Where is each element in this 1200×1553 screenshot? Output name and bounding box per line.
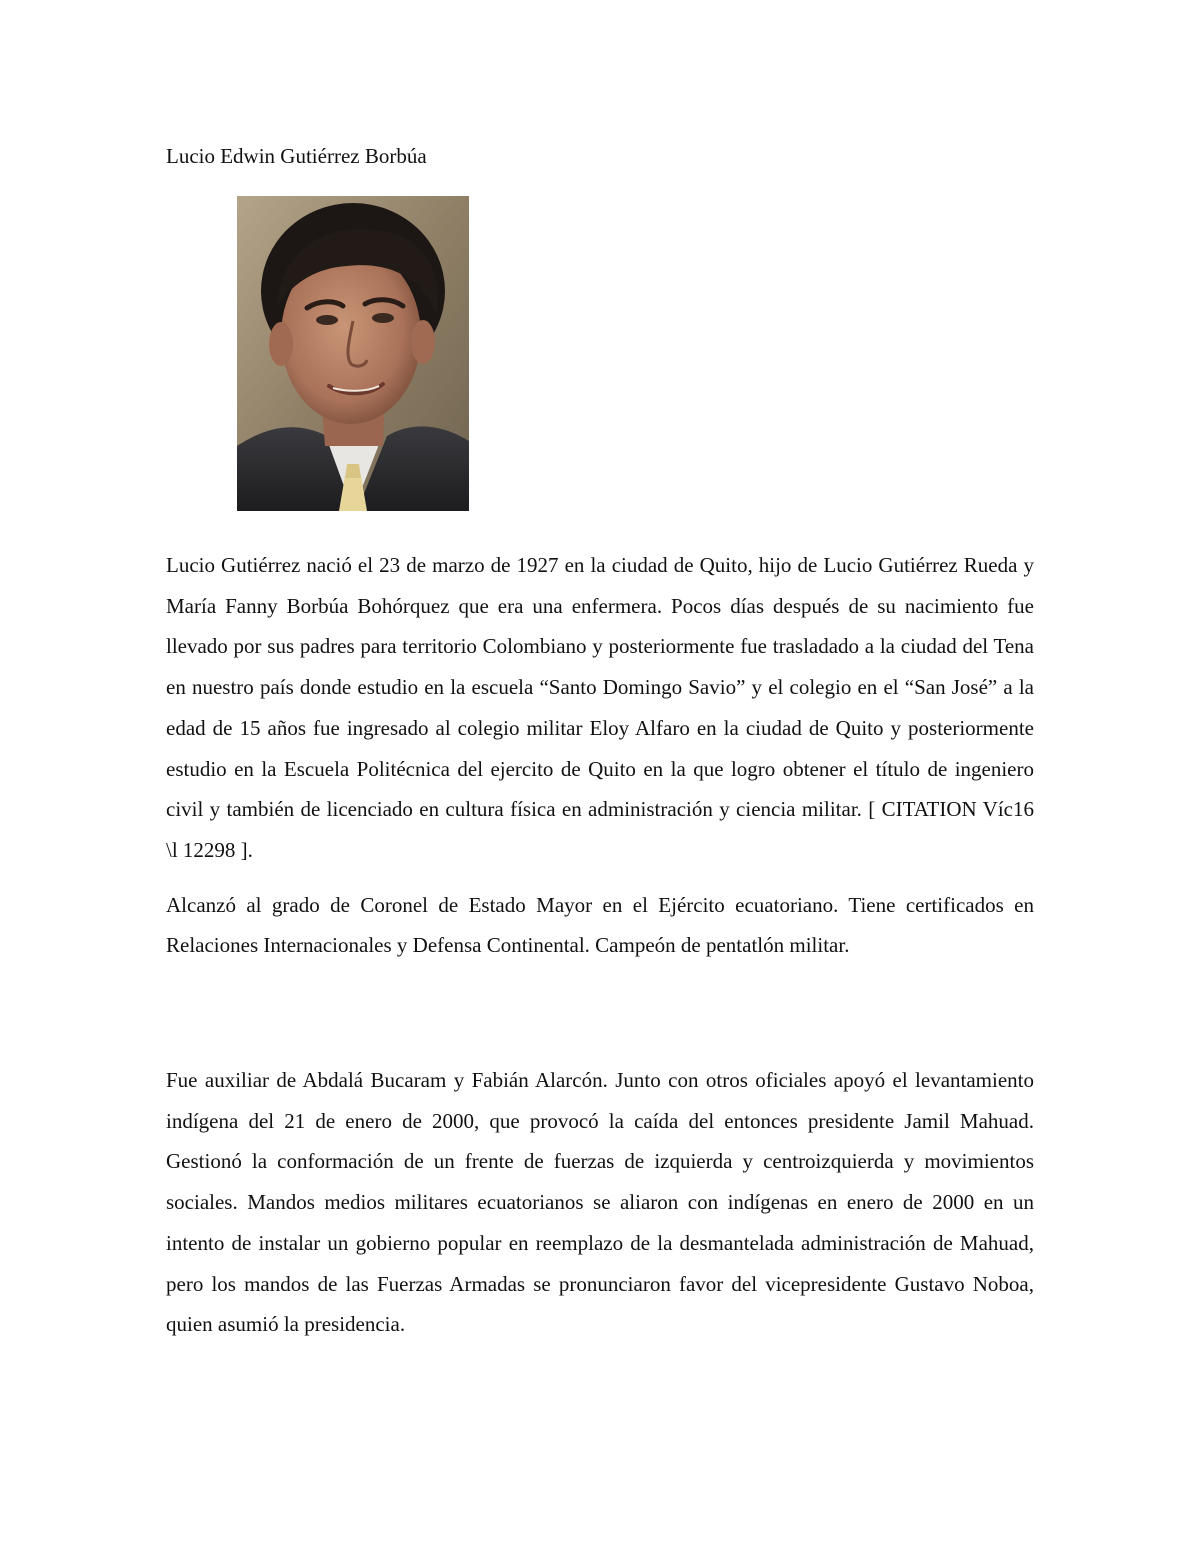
paragraph-military-career: Alcanzó al grado de Coronel de Estado Mayor en el Ejército ecuatoriano. Tiene certificados en Relaciones Internacionales y Defensa Continental. Campeón de pentatlón militar. (166, 892, 1034, 958)
portrait-image (237, 196, 469, 511)
portrait-photo (237, 196, 469, 511)
paragraph-political-career: Fue auxiliar de Abdalá Bucaram y Fabián Alarcón. Junto con otros oficiales apoyó el levantamiento indígena del 21 de enero de 2000, que provocó la caída del entonces presidente Jamil Mahuad. Gestionó la conformación de un frente de fuerzas de izquierda y centroizquierda y movimientos sociales. Mandos medios militares ecuatorianos se aliaron con indígenas en enero de 2000 en un intento de instalar un gobierno popular en reemplazo de la desmantelada administración de Mahuad, pero los mandos de las Fuerzas Armadas se pronunciaron favor del vicepresidente Gustavo Noboa, quien asumió la presidencia. (166, 1068, 1034, 1337)
document-title: Lucio Edwin Gutiérrez Borbúa (166, 144, 427, 168)
paragraph-biography: Lucio Gutiérrez nació el 23 de marzo de 1927 en la ciudad de Quito, hijo de Lucio Gutiérrez Rueda y María Fanny Borbúa Bohórquez que era una enfermera. Pocos días después de su nacimiento fue llevado por sus padres para territorio Colombiano y posteriormente fue trasladado a la ciudad del Tena en nuestro país donde estudio en la escuela “Santo Domingo Savio” y el colegio en el “San José” a la edad de 15 años fue ingresado al colegio militar Eloy Alfaro en la ciudad de Quito y posteriormente estudio en la Escuela Politécnica del ejercito de Quito en la que logro obtener el título de ingeniero civil y también de licenciado en cultura física en administración y ciencia militar. [ CITATION Víc16 \l 12298 ]. (166, 553, 1034, 862)
document-body (166, 136, 1034, 1345)
